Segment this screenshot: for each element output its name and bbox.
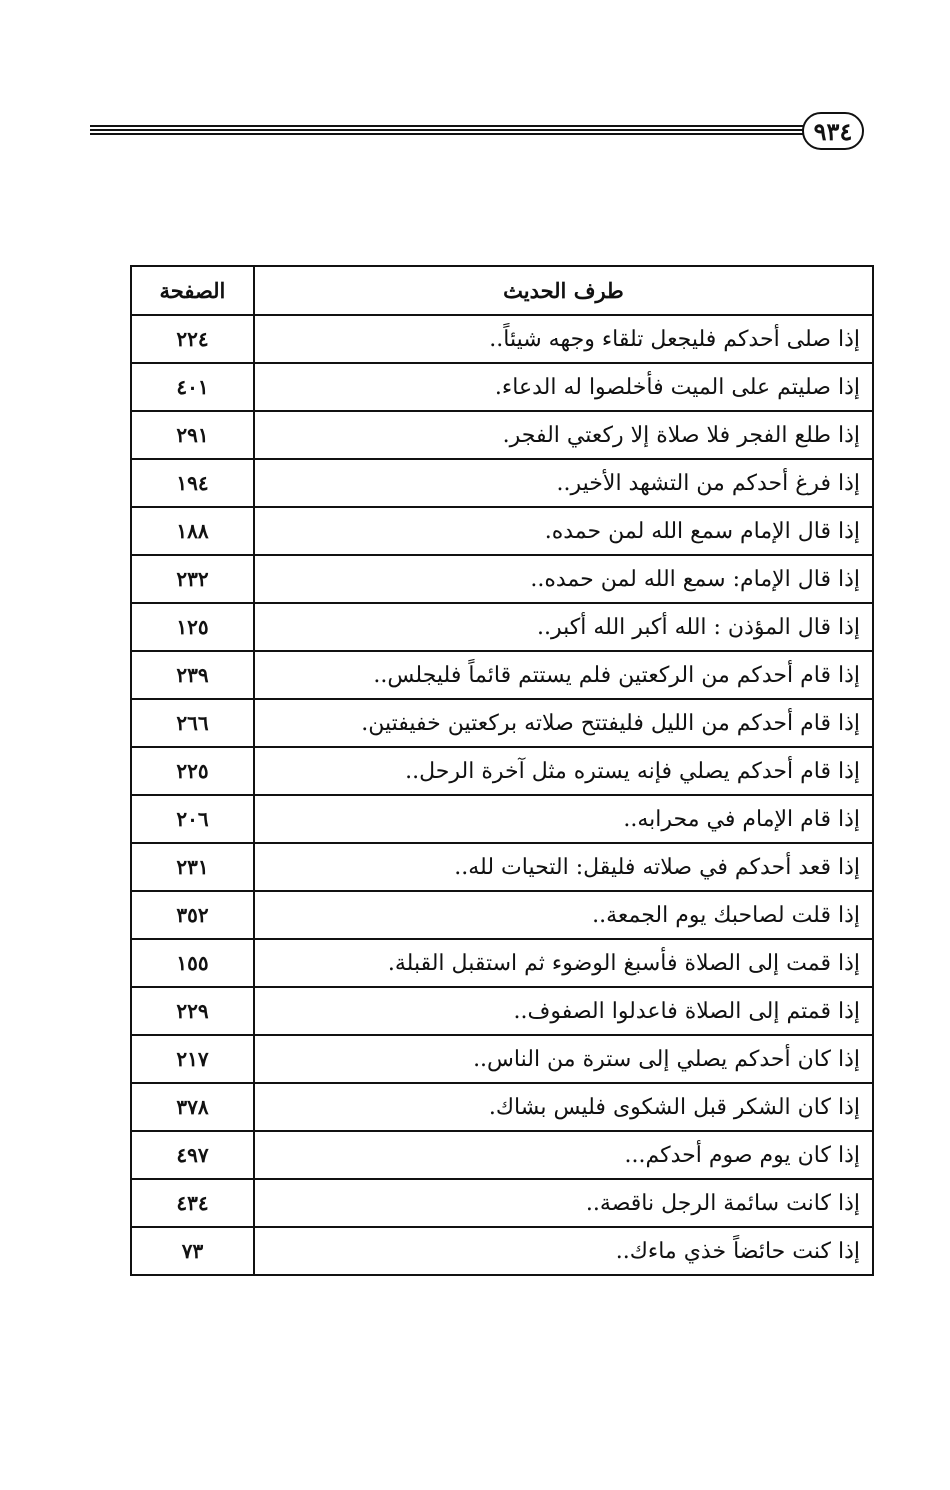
header-rule	[90, 125, 810, 135]
hadith-cell: إذا قام أحدكم من الركعتين فلم يستتم قائماً فليجلس..	[254, 651, 873, 699]
page-cell: ٢٢٩	[131, 987, 254, 1035]
page-cell: ٢٣١	[131, 843, 254, 891]
hadith-cell: إذا كانت سائمة الرجل ناقصة..	[254, 1179, 873, 1227]
page-cell: ١٥٥	[131, 939, 254, 987]
header-page: الصفحة	[131, 266, 254, 315]
table-row	[131, 507, 873, 555]
table-row	[131, 1035, 873, 1083]
page-cell: ٢٩١	[131, 411, 254, 459]
hadith-cell: إذا قال الإمام: سمع الله لمن حمده..	[254, 555, 873, 603]
table-row	[131, 1179, 873, 1227]
hadith-cell: إذا صلى أحدكم فليجعل تلقاء وجهه شيئاً..	[254, 315, 873, 363]
page-cell: ٢٢٤	[131, 315, 254, 363]
hadith-cell: إذا كنت حائضاً خذي ماءك..	[254, 1227, 873, 1275]
table-row	[131, 315, 873, 363]
page-cell: ١٢٥	[131, 603, 254, 651]
page-cell: ٢٢٥	[131, 747, 254, 795]
table-row	[131, 363, 873, 411]
page-cell: ٤٩٧	[131, 1131, 254, 1179]
table-row	[131, 1131, 873, 1179]
page-cell: ٧٣	[131, 1227, 254, 1275]
table-row	[131, 603, 873, 651]
hadith-cell: إذا قام الإمام في محرابه..	[254, 795, 873, 843]
page-cell: ٢٣٩	[131, 651, 254, 699]
page-cell: ٣٧٨	[131, 1083, 254, 1131]
hadith-index-table	[130, 265, 874, 1276]
table-row	[131, 411, 873, 459]
hadith-cell: إذا قمتم إلى الصلاة فاعدلوا الصفوف..	[254, 987, 873, 1035]
hadith-cell: إذا قعد أحدكم في صلاته فليقل: التحيات لله..	[254, 843, 873, 891]
page-cell: ٤٣٤	[131, 1179, 254, 1227]
table-row	[131, 1083, 873, 1131]
page-cell: ٤٠١	[131, 363, 254, 411]
table-row	[131, 987, 873, 1035]
hadith-cell: إذا فرغ أحدكم من التشهد الأخير..	[254, 459, 873, 507]
page-number: ٩٣٤	[802, 112, 864, 150]
hadith-cell: إذا صليتم على الميت فأخلصوا له الدعاء.	[254, 363, 873, 411]
hadith-cell: إذا قمت إلى الصلاة فأسبغ الوضوء ثم استقبل القبلة.	[254, 939, 873, 987]
table-row	[131, 459, 873, 507]
page-cell: ٣٥٢	[131, 891, 254, 939]
hadith-cell: إذا كان أحدكم يصلي إلى سترة من الناس..	[254, 1035, 873, 1083]
page-cell: ٢١٧	[131, 1035, 254, 1083]
hadith-cell: إذا كان يوم صوم أحدكم...	[254, 1131, 873, 1179]
hadith-cell: إذا قام أحدكم يصلي فإنه يستره مثل آخرة الرحل..	[254, 747, 873, 795]
page-cell: ١٩٤	[131, 459, 254, 507]
hadith-cell: إذا كان الشكر قبل الشكوى فليس بشاك.	[254, 1083, 873, 1131]
table-row	[131, 939, 873, 987]
hadith-cell: إذا طلع الفجر فلا صلاة إلا ركعتي الفجر.	[254, 411, 873, 459]
hadith-cell: إذا قال الإمام سمع الله لمن حمده.	[254, 507, 873, 555]
table-row	[131, 651, 873, 699]
page-cell: ١٨٨	[131, 507, 254, 555]
table-row	[131, 843, 873, 891]
table-row	[131, 699, 873, 747]
table-row	[131, 1227, 873, 1275]
page-cell: ٢٠٦	[131, 795, 254, 843]
hadith-cell: إذا قلت لصاحبك يوم الجمعة..	[254, 891, 873, 939]
table-row	[131, 795, 873, 843]
hadith-cell: إذا قال المؤذن : الله أكبر الله أكبر..	[254, 603, 873, 651]
table-header-row	[131, 266, 873, 315]
table-row	[131, 747, 873, 795]
header-hadith: طرف الحديث	[254, 266, 873, 315]
hadith-cell: إذا قام أحدكم من الليل فليفتتح صلاته بركعتين خفيفتين.	[254, 699, 873, 747]
table-row	[131, 555, 873, 603]
page-cell: ٢٦٦	[131, 699, 254, 747]
page-cell: ٢٣٢	[131, 555, 254, 603]
table-row	[131, 891, 873, 939]
